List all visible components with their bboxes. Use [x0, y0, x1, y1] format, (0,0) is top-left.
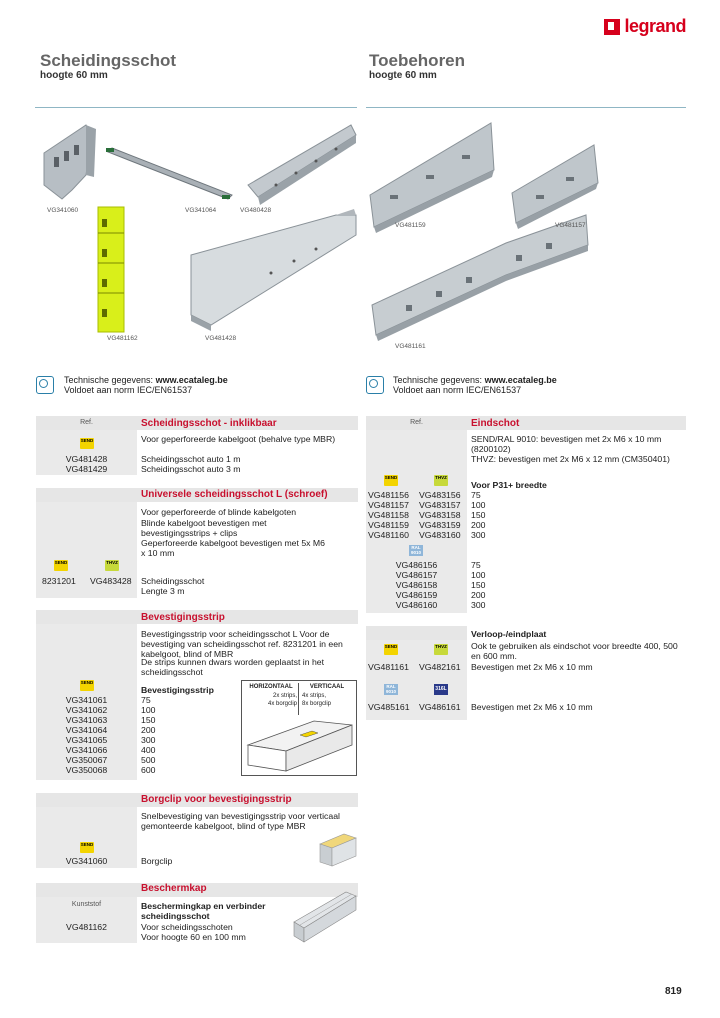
mini-table-cell: 4x borgclip — [267, 701, 297, 707]
ref-code: VG481159 — [368, 520, 409, 530]
ref-list — [40, 695, 133, 775]
length-value: 400 — [141, 745, 156, 755]
mini-table-header: VERTICAAL — [309, 684, 345, 690]
send-badge: SEND — [384, 475, 398, 486]
send-badge: SEND — [384, 644, 398, 655]
tech-norm: Voldoet aan norm IEC/EN61537 — [393, 385, 522, 395]
section-description: Bevestigingsstrip voor scheidingsschot L Voor de bevestiging van scheidingsschot ref. 8231201 in een kabelgoot, blind of MBR — [141, 629, 343, 659]
width-list — [471, 490, 486, 540]
width-value: 200 — [471, 520, 486, 530]
ref-code: VG481428 — [65, 454, 108, 464]
legrand-logo-mark — [604, 19, 620, 35]
section-description: De strips kunnen dwars worden geplaatst in het scheidingsschot — [141, 657, 325, 677]
section-description: Voor geperforeerde kabelgoot (behalve type MBR) — [141, 434, 336, 444]
width-value: 100 — [471, 570, 486, 580]
width-value: 150 — [471, 510, 486, 520]
right-section-subtitle: hoogte 60 mm — [369, 70, 437, 81]
section-description: THVZ: bevestigen met 2x M6 x 12 mm (CM350401) — [471, 454, 670, 464]
tech-url[interactable]: www.ecataleg.be — [155, 375, 228, 385]
section-title: Scheidingsschot - inklikbaar — [141, 418, 277, 429]
ref-code: VG481156 — [368, 490, 409, 500]
mini-table-cell: 8x borgclip — [302, 701, 332, 707]
ref-code: VG483157 — [419, 500, 461, 510]
mini-table-cell: 4x strips, — [302, 693, 327, 699]
thvz-badge: THVZ — [434, 475, 448, 486]
image-caption: VG481157 — [555, 222, 586, 229]
ref-code: VG486159 — [395, 590, 438, 600]
ref-code: VG483428 — [90, 576, 132, 586]
ref-code: VG481161 — [368, 662, 409, 672]
left-product-images — [36, 115, 358, 345]
ref-code: VG486160 — [395, 600, 438, 610]
ref-code: VG341064 — [65, 725, 108, 735]
subheading: Voor P31+ breedte — [471, 480, 547, 490]
image-caption: VG341060 — [47, 207, 79, 214]
ref-code: VG481158 — [368, 510, 409, 520]
width-value: 300 — [471, 530, 486, 540]
thvz-badge: THVZ — [105, 560, 119, 571]
ref-code: VG341066 — [65, 745, 108, 755]
item-description: Bevestigen met 2x M6 x 10 mm — [471, 702, 593, 712]
item-description: Scheidingsschot auto 3 m — [141, 464, 241, 474]
ref-code: VG483156 — [419, 490, 461, 500]
ref-code: VG481429 — [65, 464, 108, 474]
mounting-illustration — [241, 680, 357, 776]
brand-name: legrand — [624, 16, 686, 36]
ref-list-send — [368, 490, 409, 540]
beschermkap-image — [290, 882, 358, 944]
ral-badge: RAL 9010 — [385, 684, 396, 694]
tech-url[interactable]: www.ecataleg.be — [484, 375, 557, 385]
length-value: 500 — [141, 755, 156, 765]
mini-table-divider — [298, 683, 299, 715]
width-value: 75 — [471, 560, 481, 570]
section-description: Blinde kabelgoot bevestigen met bevestigingsstrips + clips — [141, 518, 267, 538]
ref-code: VG486161 — [419, 702, 461, 712]
ref-code: VG485161 — [368, 702, 410, 712]
item-description: Scheidingsschot — [141, 576, 205, 586]
product-image-vg481159 — [370, 123, 494, 233]
send-badge: SEND — [80, 680, 94, 691]
send-badge: SEND — [80, 842, 94, 853]
section-title: Borgclip voor bevestigingsstrip — [141, 794, 292, 805]
value-list — [141, 695, 156, 775]
ref-code: VG481157 — [368, 500, 409, 510]
image-caption: VG481159 — [395, 222, 426, 229]
tech-label: Technische gegevens: — [64, 375, 154, 385]
length-value: 300 — [141, 735, 156, 745]
ref-header: Ref. — [410, 419, 423, 426]
send-badge: SEND — [80, 438, 94, 449]
ref-code: VG486158 — [395, 580, 438, 590]
ral-badge: RAL 9010 — [410, 545, 421, 555]
ref-code: VG341061 — [65, 695, 108, 705]
length-value: 600 — [141, 765, 156, 775]
page-number: 819 — [665, 986, 682, 997]
ref-header: Kunststof — [71, 901, 102, 908]
image-caption: VG481162 — [107, 335, 138, 342]
width-list — [471, 560, 486, 610]
section-title: Beschermkap — [141, 883, 207, 894]
ref-code: VG482161 — [419, 662, 461, 672]
tech-data-right — [393, 375, 557, 395]
ref-code: VG481162 — [66, 922, 107, 932]
length-value: 200 — [141, 725, 156, 735]
ref-code: VG483160 — [419, 530, 461, 540]
image-caption: VG481161 — [395, 343, 426, 350]
subheading: Bevestigingsstrip — [141, 685, 214, 695]
thvz-badge: THVZ — [434, 644, 448, 655]
ref-code: 8231201 — [42, 576, 76, 586]
left-section-subtitle: hoogte 60 mm — [40, 70, 108, 81]
borgclip-image — [318, 832, 358, 870]
right-product-images — [366, 115, 688, 350]
right-header-rule — [366, 107, 686, 108]
product-image-vg481162 — [98, 207, 124, 332]
image-caption: VG341064 — [185, 207, 217, 214]
left-section-title: Scheidingsschot — [40, 51, 177, 70]
mini-table-header: HORIZONTAAL — [249, 684, 293, 690]
tech-data-icon — [366, 376, 384, 394]
section-description: SEND/RAL 9010: bevestigen met 2x M6 x 10 mm (8200102) — [471, 434, 662, 454]
item-description: Voor hoogte 60 en 100 mm — [141, 932, 246, 942]
ref-list — [40, 454, 133, 474]
item-description: Voor scheidingsschoten — [141, 922, 233, 932]
length-value: 100 — [141, 705, 156, 715]
item-list — [141, 454, 240, 474]
section-description: Ook te gebruiken als eindschot voor breedte 400, 500 en 600 mm. — [471, 641, 678, 661]
mini-table-cell: 2x strips, — [272, 693, 297, 699]
item-description: Lengte 3 m — [141, 586, 185, 596]
ref-list-thvz — [419, 490, 461, 540]
ref-code: VG341060 — [65, 856, 108, 866]
width-value: 75 — [471, 490, 481, 500]
image-caption: VG481428 — [205, 335, 237, 342]
tech-data-icon — [36, 376, 54, 394]
section-title: Bevestigingsstrip — [141, 612, 225, 623]
ref-header: Ref. — [80, 419, 93, 426]
item-description: Scheidingsschot auto 1 m — [141, 454, 241, 464]
stainless-316l-badge: 316L — [434, 684, 448, 695]
product-image-vg481428 — [191, 209, 356, 331]
right-section-title: Toebehoren — [369, 51, 466, 70]
ref-code: VG341062 — [65, 705, 108, 715]
ref-code: VG341065 — [65, 735, 108, 745]
section-title: Universele scheidingsschot L (schroef) — [141, 489, 328, 500]
section-description: Voor geperforeerde of blinde kabelgoten — [141, 507, 297, 517]
width-value: 100 — [471, 500, 486, 510]
width-value: 150 — [471, 580, 486, 590]
width-value: 200 — [471, 590, 486, 600]
length-value: 75 — [141, 695, 151, 705]
tray-drawing — [244, 715, 354, 773]
width-value: 300 — [471, 600, 486, 610]
ref-code: VG483159 — [419, 520, 461, 530]
tech-data-left — [64, 375, 228, 395]
subheading: Beschermingkap en verbinder scheidingsschot — [141, 901, 266, 921]
length-value: 150 — [141, 715, 156, 725]
product-image-vg341064 — [106, 148, 232, 199]
ref-code: VG481160 — [368, 530, 409, 540]
tech-norm: Voldoet aan norm IEC/EN61537 — [64, 385, 193, 395]
ref-code: VG341063 — [65, 715, 108, 725]
left-header-rule — [35, 107, 357, 108]
section-title: Eindschot — [471, 418, 520, 429]
product-image-vg341060 — [44, 125, 96, 199]
ref-list-ral — [370, 560, 463, 610]
section-description: Snelbevestiging van bevestigingsstrip voor verticaal gemonteerde kabelgoot, blind of type MBR — [141, 811, 340, 831]
image-caption: VG480428 — [240, 207, 272, 214]
legrand-logo — [604, 16, 686, 37]
ref-code: VG350068 — [65, 765, 108, 775]
ref-code: VG486157 — [395, 570, 438, 580]
section-band — [366, 626, 467, 640]
section-description: Geperforeerde kabelgoot bevestigen met 5x M6 x 10 mm — [141, 538, 325, 558]
item-description: Borgclip — [141, 856, 173, 866]
item-description: Bevestigen met 2x M6 x 10 mm — [471, 662, 593, 672]
ref-code: VG483158 — [419, 510, 461, 520]
section-title: Verloop-/eindplaat — [471, 629, 547, 639]
product-image-vg481161 — [372, 215, 588, 341]
ref-code: VG350067 — [65, 755, 108, 765]
ref-code: VG486156 — [395, 560, 438, 570]
tech-label: Technische gegevens: — [393, 375, 483, 385]
product-image-vg480428 — [248, 125, 356, 205]
send-badge: SEND — [54, 560, 68, 571]
